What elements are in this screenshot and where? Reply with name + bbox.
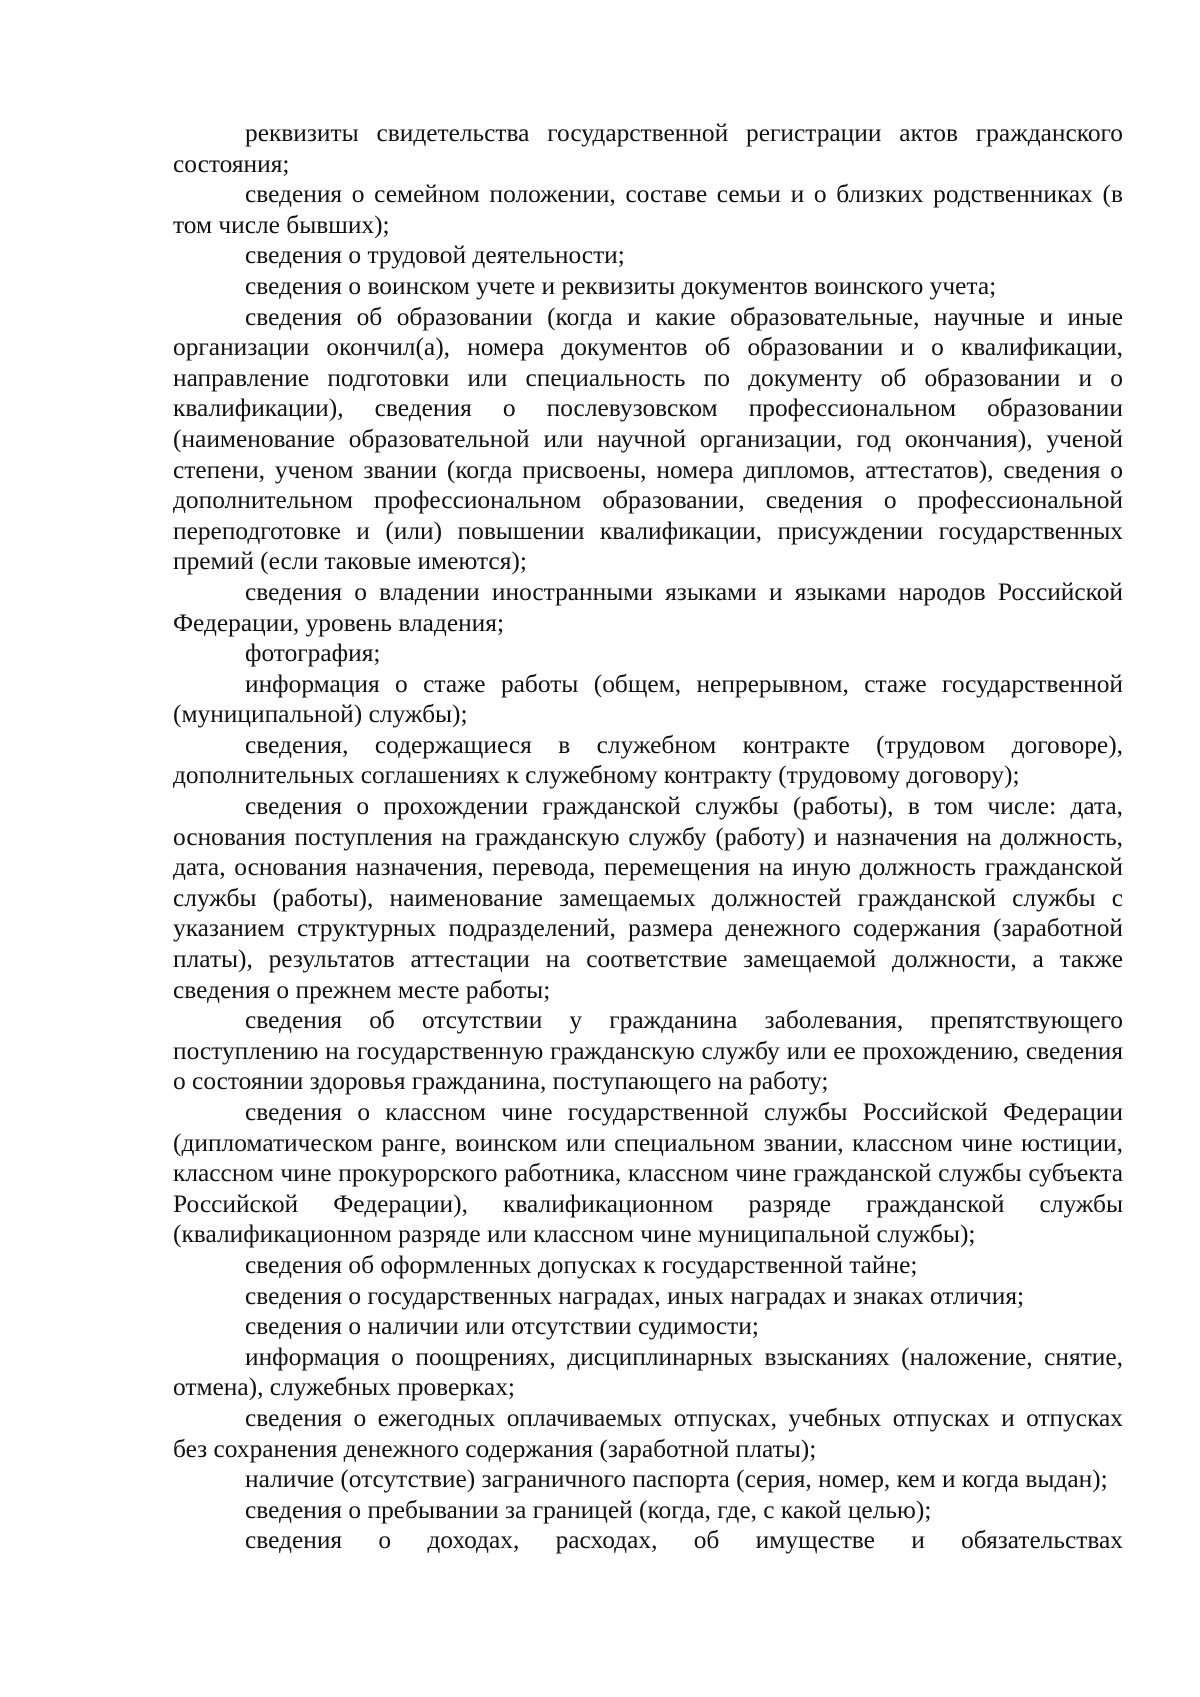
- paragraph-passport: наличие (отсутствие) заграничного паспорта (серия, номер, кем и когда выдан);: [245, 1465, 1108, 1494]
- paragraph-photo: фотография;: [245, 639, 381, 668]
- paragraph-class-rank: сведения о классном чине государственной службы Российской Федерации (дипломатическом ранге, воинском или специальном звании, классном чине юстиции, классном чине прокурорского работника, классном чине гражданской службы субъекта Российской Федерации), квалификационном разряде гражданской службы (квалификационном разряде или классном чине муниципальной службы);: [173, 1098, 1123, 1249]
- paragraph-incentives: информация о поощрениях, дисциплинарных взысканиях (наложение, снятие, отмена), служебных проверках;: [173, 1342, 1123, 1402]
- paragraph-health: сведения об отсутствии у гражданина заболевания, препятствующего поступлению на государственную гражданскую службу или ее прохождению, сведения о состоянии здоровья гражданина, поступающего на работу;: [173, 1006, 1123, 1096]
- paragraph-education: сведения об образовании (когда и какие образовательные, научные и иные организации окончил(а), номера документов об образовании и о квалификации, направление подготовки или специальность по документу об образовании и о квалификации), сведения о послевузовском профессиональном образовании (наименование образовательной или научной организации, год окончания), ученой степени, ученом звании (когда присвоены, номера дипломов, аттестатов), сведения о дополнительном профессиональном образовании, сведения о профессиональной переподготовке и (или) повышении квалификации, присуждении государственных премий (если таковые имеются);: [173, 302, 1123, 576]
- paragraph-contract: сведения, содержащиеся в служебном контракте (трудовом договоре), дополнительных соглашениях к служебному контракту (трудовому договору);: [173, 730, 1123, 790]
- paragraph-criminal-record: сведения о наличии или отсутствии судимости;: [245, 1312, 759, 1341]
- paragraph-state-secret: сведения об оформленных допусках к государственной тайне;: [245, 1250, 918, 1279]
- paragraph-employment: сведения о трудовой деятельности;: [245, 241, 625, 270]
- paragraph-stay-abroad: сведения о пребывании за границей (когда, где, с какой целью);: [245, 1495, 932, 1524]
- paragraph-service-history: сведения о прохождении гражданской службы (работы), в том числе: дата, основания поступления на гражданскую службу (работу) и назначения на должность, дата, основания назначения, перевода, перемещения на иную должность гражданской службы (работы), наименование замещаемых должностей гражданской службы с указанием структурных подразделений, размера денежного содержания (заработной платы), результатов аттестации на соответствие замещаемой должности, а также сведения о прежнем месте работы;: [173, 792, 1123, 1004]
- paragraph-family-status: сведения о семейном положении, составе семьи и о близких родственниках (в том числе бывших);: [173, 180, 1123, 239]
- paragraph-civil-registration: реквизиты свидетельства государственной регистрации актов гражданского состояния;: [173, 119, 1123, 178]
- paragraph-languages: сведения о владении иностранными языками и языками народов Российской Федерации, уровень владения;: [173, 577, 1123, 637]
- paragraph-awards: сведения о государственных наградах, иных наградах и знаках отличия;: [245, 1281, 1025, 1310]
- paragraph-work-experience: информация о стаже работы (общем, непрерывном, стаже государственной (муниципальной) службы);: [173, 669, 1123, 729]
- paragraph-military-registration: сведения о воинском учете и реквизиты документов воинского учета;: [245, 271, 997, 300]
- paragraph-vacations: сведения о ежегодных оплачиваемых отпусках, учебных отпусках и отпусках без сохранения денежного содержания (заработной платы);: [173, 1403, 1123, 1463]
- document-page: [173, 118, 1123, 1556]
- paragraph-income: сведения о доходах, расходах, об имуществе и обязательствах: [245, 1526, 1123, 1555]
